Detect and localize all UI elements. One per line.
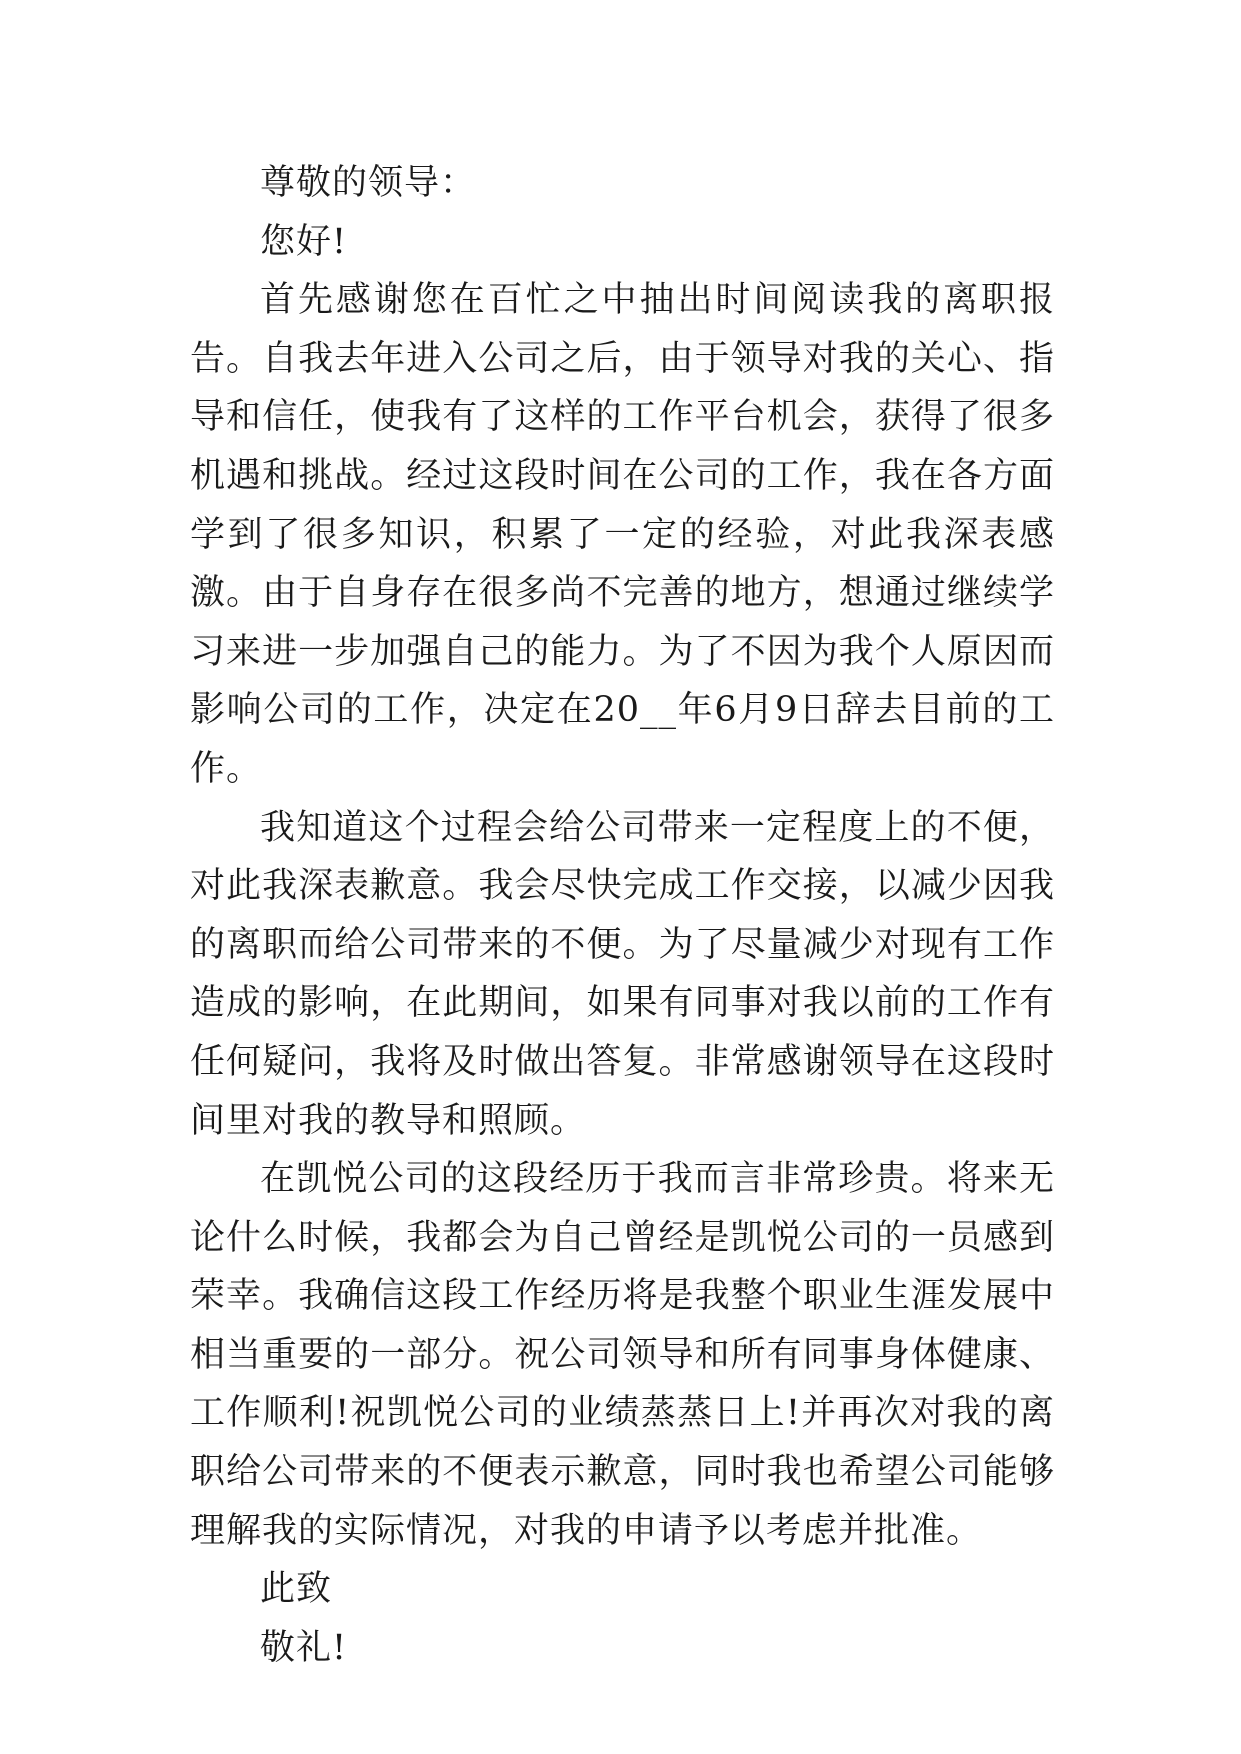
greeting: 您好!: [260, 221, 348, 262]
resignation-letter: [190, 154, 1055, 1677]
closing-line-1: 此致: [260, 1569, 333, 1610]
body-paragraph-2: 我知道这个过程会给公司带来一定程度上的不便，对此我深表歉意。我会尽快完成工作交接，以减少因我的离职而给公司带来的不便。为了尽量减少对现有工作造成的影响，在此期间，如果有同事对我以前的工作有任何疑问，我将及时做出答复。非常感谢领导在这段时间里对我的教导和照顾。: [190, 807, 1055, 1141]
body-paragraph-1: 首先感谢您在百忙之中抽出时间阅读我的离职报告。自我去年进入公司之后，由于领导对我的关心、指导和信任，使我有了这样的工作平台机会，获得了很多机遇和挑战。经过这段时间在公司的工作，我在各方面学到了很多知识，积累了一定的经验，对此我深表感激。由于自身存在很多尚不完善的地方，想通过继续学习来进一步加强自己的能力。为了不因为我个人原因而影响公司的工作，决定在20__年6月9日辞去目前的工作。: [190, 280, 1055, 789]
body-paragraph-3: 在凯悦公司的这段经历于我而言非常珍贵。将来无论什么时候，我都会为自己曾经是凯悦公司的一员感到荣幸。我确信这段工作经历将是我整个职业生涯发展中相当重要的一部分。祝公司领导和所有同事身体健康、工作顺利!祝凯悦公司的业绩蒸蒸日上!并再次对我的离职给公司带来的不便表示歉意，同时我也希望公司能够理解我的实际情况，对我的申请予以考虑并批准。: [190, 1159, 1055, 1551]
salutation: 尊敬的领导：: [260, 163, 477, 203]
closing-line-2: 敬礼!: [260, 1627, 348, 1668]
